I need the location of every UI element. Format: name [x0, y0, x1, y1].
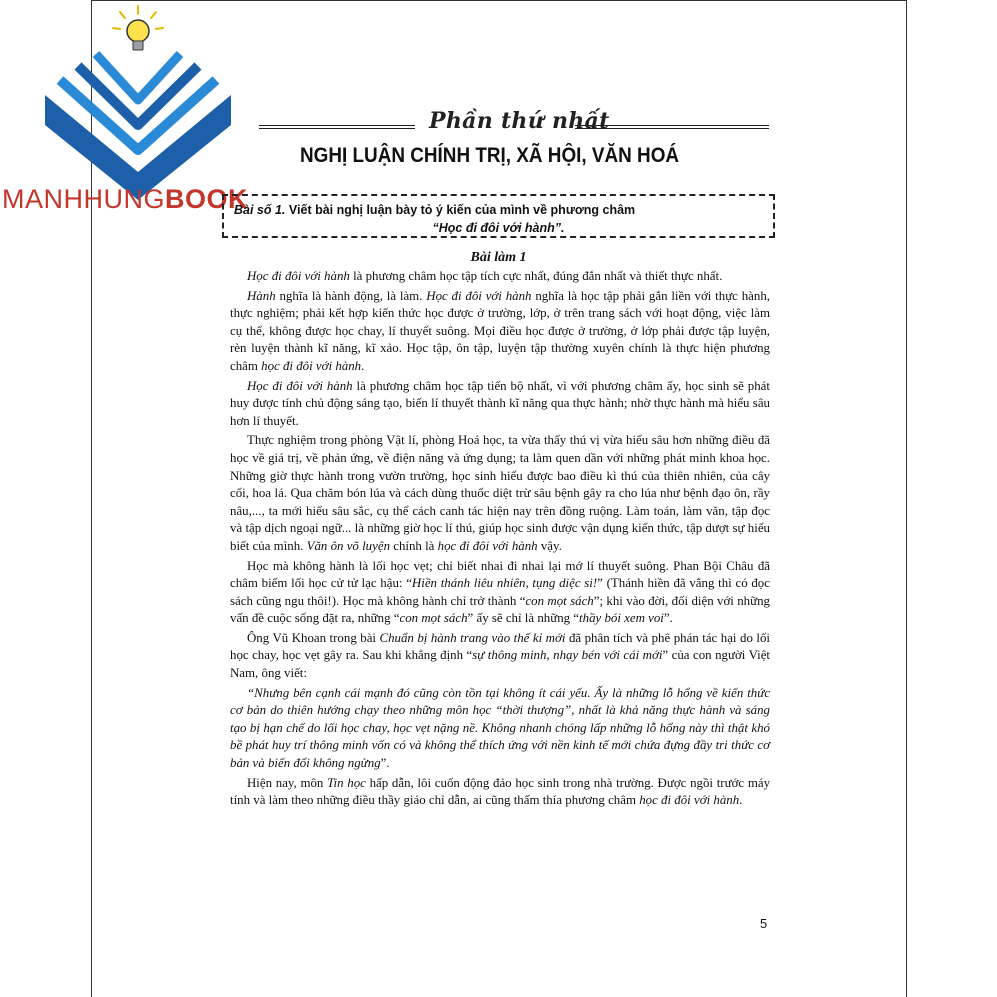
text-run: học đi đôi với hành: [639, 793, 740, 808]
essay-title: Bài làm 1: [470, 250, 527, 265]
question-box: [222, 194, 775, 238]
brand-part1: MANHHUNG: [2, 184, 165, 214]
text-run: ”.: [663, 611, 673, 626]
essay-paragraph: [230, 775, 770, 810]
text-run: là phương châm học tập tích cực nhất, đúng đắn nhất và thiết thực nhất.: [349, 269, 723, 283]
text-run: vậy.: [537, 538, 562, 553]
text-run: .: [739, 793, 743, 808]
text-run: học đi đôi với hành: [437, 538, 538, 553]
essay-paragraph: [230, 268, 770, 286]
divider-right: [575, 125, 769, 129]
essay-paragraph: [230, 432, 770, 555]
essay-paragraph: [230, 685, 770, 773]
text-run: con mọt sách: [525, 593, 594, 608]
text-run: nghĩa là hành động, là làm.: [275, 288, 427, 303]
text-run: Học đi đôi với hành: [426, 288, 532, 303]
essay-paragraph: [230, 558, 770, 628]
part-heading: [259, 110, 769, 138]
text-run: đã phân tích và phê phán tác hại do lối học chay, học vẹt gây ra. Sau khi khẳng định “: [230, 630, 770, 663]
text-run: Hành: [247, 288, 276, 303]
brand-logo-text: [2, 184, 248, 215]
text-run: “Nhưng bên cạnh cái mạnh đó cũng còn tồn tại không ít cái yếu. Ấy là những lỗ hổng về kiến thức cơ bản do thiên hướng chạy theo những môn học “thời thượng”, nhất là khả năng thực hành và sáng tạo bị hạn chế do lối học chay, học vẹt nặng nề. Không nhanh chóng lấp những lỗ hổng này thì thật khó bề phát huy trí thông minh vốn có và không thể thích ứng với nền kinh tế mới chứa đựng đầy tri thức cơ bản và biến đổi không ngừng: [230, 685, 770, 771]
question-line-1: [234, 203, 635, 217]
text-run: Thực nghiệm trong phòng Vật lí, phòng Hoá học, ta vừa thấy thú vị vừa hiểu sâu hơn những điều đã học về giá trị, về phản ứng, về điện năng và ứng dụng; ta làm quen dần với những phát minh khoa học. Những giờ thực hành trong vườn trường, học sinh hiểu được bao điều kì thú của thiên nhiên, của cây cối, hoa lá. Qua chăm bón lúa và cách dùng thuốc diệt trừ sâu bệnh gây ra cho lúa như bệnh đạo ôn, rầy nâu,..., ta mới hiểu sâu sắc, cụ thể cách canh tác hiện nay trên đồng ruộng. Làm toán, làm văn, tập đọc và tập dịch ngoại ngữ... là những giờ học lí thú, giúp học sinh được vận dụng kiến thức, tập dượt sự hiểu biết của mình.: [230, 433, 770, 553]
brand-part2: BOOK: [165, 184, 248, 214]
text-run: chính là: [390, 538, 438, 553]
essay-body: [230, 268, 770, 812]
text-run: Học đi đôi với hành: [247, 378, 353, 393]
part-title: Phần thứ nhất: [429, 108, 610, 134]
text-run: Văn ôn võ luyện: [306, 538, 391, 553]
text-run: nghĩa là học tập phải gắn liền với thực hành, thực nghiệm; phải kết hợp kiến thức học được ở trường, lớp, ở trên trang sách với hoạt động, việc làm cụ thể, không được học chay, lí thuyết suông. Mọi điều học được ở trường, ở lớp phải được tập luyện, rèn luyện thành kĩ năng, kĩ xảo. Học tập, ôn tập, luyện tập thường xuyên chính là thực hiện phương châm: [230, 288, 770, 373]
essay-paragraph: [230, 378, 770, 431]
page-number: 5: [760, 916, 768, 931]
text-run: con mọt sách: [399, 611, 468, 626]
text-run: ” (Thánh hiền đã vắng thì có đọc sách cũng ngu thôi!). Học mà không hành chỉ trở thành “: [230, 576, 770, 608]
text-run: sự thông minh, nhạy bén với cái mới: [472, 648, 663, 663]
text-run: Chuẩn bị hành trang vào thế kỉ mới: [379, 630, 566, 645]
section-title: NGHỊ LUẬN CHÍNH TRỊ, XÃ HỘI, VĂN HOÁ: [300, 144, 680, 167]
text-run: là phương châm học tập tiến bộ nhất, vì với phương châm ấy, học sinh sẽ phát huy được tính chủ động sáng tạo, biến lí thuyết thành kĩ năng qua thực hành; nhờ thực hành mà hiểu sâu hơn lí thuyết.: [230, 378, 770, 428]
question-number: Bài số 1.: [234, 203, 286, 217]
text-run: ”.: [380, 756, 390, 771]
essay-paragraph: [230, 288, 770, 376]
question-text-1: Viết bài nghị luận bày tỏ ý kiến của mình về phương châm: [288, 203, 636, 217]
text-run: Hiền thánh liêu nhiên, tụng diệc si!: [411, 576, 598, 591]
text-run: hấp dẫn, lôi cuốn động đảo học sinh trong nhà trường. Được ngồi trước máy tính và làm theo những điều thầy giáo chỉ dẫn, ai cũng thấm thía phương châm: [230, 775, 771, 808]
text-run: ”; khi vào đời, đối diện với những vấn đề cuộc sống đặt ra, những “: [230, 593, 771, 626]
text-run: ” của con người Việt Nam, ông viết:: [230, 648, 771, 681]
text-run: Học mà không hành là lối học vẹt; chỉ biết nhai đi nhai lại mớ lí thuyết suông. Phan Bội Châu đã châm biếm lối học cử tử lạc hậu: “: [230, 558, 770, 591]
text-run: Hiện nay, môn: [247, 775, 328, 790]
text-run: ” ấy sẽ chỉ là những “: [467, 611, 580, 626]
text-run: thầy bói xem voi: [579, 611, 664, 626]
text-run: học đi đôi với hành: [261, 358, 362, 373]
question-line-2: “Học đi đôi với hành”.: [432, 221, 565, 235]
text-run: Ông Vũ Khoan trong bài: [247, 630, 380, 645]
text-run: Học đi đôi với hành: [247, 269, 350, 283]
divider-left: [259, 125, 415, 129]
text-run: Tin học: [327, 775, 366, 790]
essay-paragraph: [230, 630, 770, 683]
text-run: .: [361, 358, 365, 373]
